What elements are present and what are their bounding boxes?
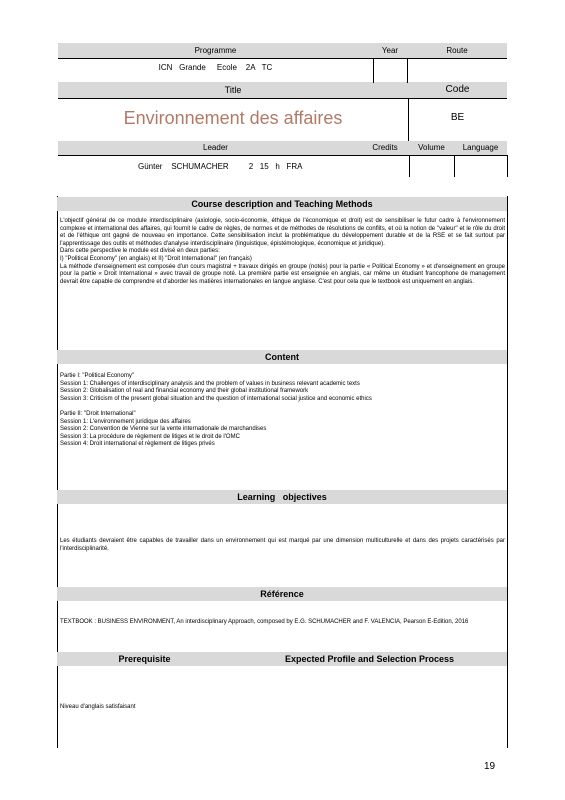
table-line xyxy=(507,155,508,177)
table-line xyxy=(58,98,507,99)
code-label: Code xyxy=(445,84,470,95)
course-title: Environnement des affaires xyxy=(123,108,343,128)
year-header xyxy=(373,43,407,58)
title-label: Title xyxy=(224,85,242,95)
programme-header xyxy=(58,43,373,58)
page-number: 19 xyxy=(484,761,496,772)
content-right-border xyxy=(507,196,508,748)
volume-header xyxy=(409,141,454,155)
table-line xyxy=(408,98,409,141)
language-header xyxy=(454,141,507,155)
leader-value: Günter SCHUMACHER 2 15 h FRA xyxy=(138,162,303,171)
leader-header xyxy=(58,141,373,155)
language-label: Language xyxy=(462,143,499,152)
table-line xyxy=(373,58,374,83)
content-header: Content xyxy=(57,350,507,364)
year-label: Year xyxy=(381,46,399,55)
table-line xyxy=(58,155,507,156)
prerequisite-header: Prerequisite xyxy=(118,654,171,664)
route-label: Route xyxy=(446,46,468,55)
course-description-text: L'objectif général de ce module interdisciplinaire (axiologie, socio-économie, éthique de l'économique et droit) est de sensibiliser le futur cadre à l'environnement complexe et international des affaires, qui fournit le cadre de règles, de normes et de méthodes de résolutions de conflits, et où la notion de "valeur" et le rôle du droit et de l'éthique ont gagné de nouveau en importance. Cette sensibilisation inclut la problématique du développement durable et de la RSE et se fait surtout par l'apprentissage des outils et méthodes d'analyse interdisciplinaire (linguistique, épistémologique, économique et juridique). Dans cette perspective le module est divisé en deux parties: I) "Political Economy" (en anglais) et II) "Droit International" (en français) La méthode d'enseignement est composée d'un cours magistral + travaux dirigés en groupe (notés) pour la partie « Political Economy » et d'enseignement en groupe pour la partie « Droit International » avec travail de groupe noté. La première partie est enseignée en anglais, car même un étudiant francophone de management devrait être capable de comprendre et d'aborder les matières internationales en langue anglaise. C'est pour cela que le textbook est uniquement en anglais. xyxy=(60,218,505,285)
expected-profile-header: Expected Profile and Selection Process xyxy=(284,654,455,664)
programme-value: ICN Grande Ecole 2A TC xyxy=(158,63,273,72)
credits-header xyxy=(361,141,409,155)
prerequisite-text: Niveau d'anglais satisfaisant xyxy=(60,704,136,710)
leader-label: Leader xyxy=(203,143,228,152)
content-text: Partie I: "Political Economy" Session 1: Challenges of interdisciplinary analysis and the problem of values in business relevant academic texts Session 2: Globalisation of real and financial economy and their global institutional framework Session 3: Criticism of the present global situation and the question of international social justice and economic ethics Partie II: "Droit International" Session 1: L'environnement juridique des affaires Session 2: Convention de Vienne sur la vente internationale de marchandises Session 3: La procédure de règlement de litiges et le droit de l'OMC Session 4: Droit international et règlement de litiges privés xyxy=(60,373,372,448)
programme-label: Programme xyxy=(194,46,237,55)
table-line xyxy=(409,155,410,177)
credits-label: Credits xyxy=(372,143,398,152)
reference-header: Référence xyxy=(57,587,507,601)
route-header xyxy=(407,43,507,58)
reference-text: TEXTBOOK : BUSINESS ENVIRONMENT, An interdisciplinary Approach, composed by E.G. SCHUMACHER and F. VALENCIA, Pearson E-Edition, 2016 xyxy=(60,619,469,625)
learning-objectives-header: Learning objectives xyxy=(57,490,507,504)
table-line xyxy=(454,155,455,177)
table-line xyxy=(58,58,507,59)
table-line xyxy=(407,58,408,83)
code-header xyxy=(408,82,507,98)
volume-label: Volume xyxy=(418,143,445,152)
title-header xyxy=(58,82,408,98)
learning-objectives-text: Les étudiants devraient être capables de travailler dans un environnement qui est marqué par une dimension multiculturelle et dans des projets caractérisés par l'interdisciplinarité. xyxy=(60,538,505,552)
course-description-header: Course description and Teaching Methods xyxy=(57,197,507,211)
course-code: BE xyxy=(450,112,465,123)
